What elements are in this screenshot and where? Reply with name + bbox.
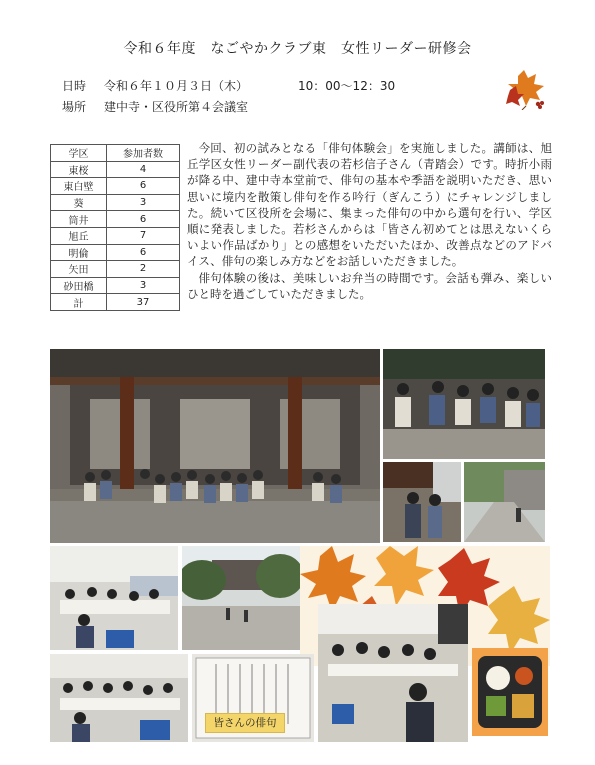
bento-box-photo	[472, 648, 548, 736]
table-header-row	[51, 145, 180, 162]
district-cell: 矢田	[51, 261, 107, 278]
meeting-room-photo-2	[50, 654, 188, 742]
table-row	[51, 244, 180, 261]
report-paragraph: 今回、初の試みとなる「俳句体験会」を実施しました。講師は、旭丘学区女性リーダー副代表の若杉信子さん（青踏会）です。時折小雨が降る中、建中寺本堂前で、俳句の基本や季語を説明いただき、思い思いに境内を散策し俳句を作る吟行（ぎんこう）にチャレンジしました。続いて区役所を会場に、集まった俳句の中から選句を行い、学区順に発表しました。若杉さんからは「皆さん初めてとは思えないくらいよい作品ばかり」との感想をいただいたほか、改善点などのアドバイス、俳句の楽しみ方などをお話しいただきました。	[187, 141, 552, 269]
temple-gate-photo	[182, 546, 300, 650]
participants-table	[50, 144, 180, 311]
table-row	[51, 178, 180, 195]
count-cell: 3	[107, 194, 180, 211]
event-place-line	[62, 98, 248, 115]
district-cell: 筒井	[51, 211, 107, 228]
district-cell: 旭丘	[51, 227, 107, 244]
count-cell: 7	[107, 227, 180, 244]
autumn-leaves-icon	[500, 68, 552, 110]
count-cell: 2	[107, 261, 180, 278]
event-date-line	[62, 77, 395, 94]
place-label: 場所	[62, 100, 87, 114]
count-cell: 3	[107, 277, 180, 294]
table-row	[51, 277, 180, 294]
lunch-room-photo	[318, 604, 468, 742]
page-title: 令和６年度 なごやかクラブ東 女性リーダー研修会	[123, 41, 472, 57]
table-row	[51, 261, 180, 278]
temple-path-photo	[464, 462, 545, 542]
report-body	[187, 140, 552, 302]
total-label-cell: 計	[51, 294, 107, 311]
date-label: 日時	[62, 79, 87, 93]
temple-group-photo	[50, 349, 380, 543]
table-header: 参加者数	[107, 145, 180, 162]
count-cell: 4	[107, 161, 180, 178]
seated-group-photo	[383, 349, 545, 459]
haiku-caption-label: 皆さんの俳句	[205, 713, 285, 733]
district-cell: 明倫	[51, 244, 107, 261]
table-row	[51, 161, 180, 178]
count-cell: 6	[107, 211, 180, 228]
district-cell: 東白壁	[51, 178, 107, 195]
district-cell: 砂田橋	[51, 277, 107, 294]
table-header: 学区	[51, 145, 107, 162]
date-value: 令和６年１０月３日（木）	[104, 79, 249, 93]
temple-walkers-photo	[383, 462, 461, 542]
table-row	[51, 211, 180, 228]
meeting-room-photo	[50, 546, 178, 650]
place-value: 建中寺・区役所第４会議室	[104, 100, 249, 114]
count-cell: 6	[107, 178, 180, 195]
report-paragraph: 俳句体験の後は、美味しいお弁当の時間です。会話も弾み、楽しいひと時を過ごしていただきました。	[187, 270, 552, 301]
table-row	[51, 194, 180, 211]
time-value: 10：00～12：30	[298, 79, 396, 93]
district-cell: 葵	[51, 194, 107, 211]
district-cell: 東桜	[51, 161, 107, 178]
count-cell: 6	[107, 244, 180, 261]
table-row	[51, 227, 180, 244]
table-total-row	[51, 294, 180, 311]
total-count-cell: 37	[107, 294, 180, 311]
